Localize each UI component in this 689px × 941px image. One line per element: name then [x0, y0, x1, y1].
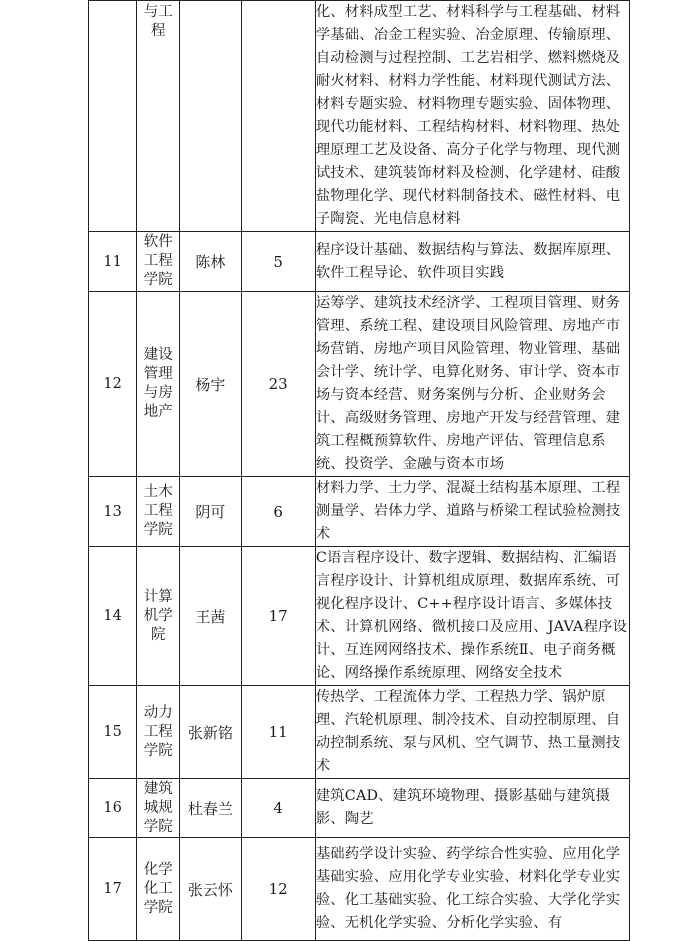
course-list: 建筑CAD、建筑环境物理、摄影基础与建筑摄影、陶艺	[315, 779, 629, 838]
row-number: 14	[89, 547, 137, 686]
row-number: 15	[89, 686, 137, 779]
college-name: 化学化工学院	[137, 838, 180, 941]
row-number: 16	[89, 779, 137, 838]
table-row	[89, 292, 630, 477]
table-row	[89, 477, 630, 547]
table-row	[89, 232, 630, 292]
contact-person: 阴可	[180, 477, 241, 547]
course-list: C语言程序设计、数字逻辑、数据结构、汇编语言程序设计、计算机组成原理、数据库系统、可视化程序设计、C++程序设计语言、多媒体技术、计算机网络、微机接口及应用、JAVA程序设计、互连网网络技术、操作系统Ⅱ、电子商务概论、网络操作系统原理、网络安全技术	[315, 547, 629, 686]
college-name: 与工程	[137, 1, 180, 232]
contact-person: 王茜	[180, 547, 241, 686]
course-count: 11	[241, 686, 315, 779]
table-row	[89, 686, 630, 779]
contact-person: 杨宇	[180, 292, 241, 477]
row-number: 11	[89, 232, 137, 292]
table-row	[89, 1, 630, 232]
course-count: 4	[241, 779, 315, 838]
row-number: 12	[89, 292, 137, 477]
course-list: 化、材料成型工艺、材料科学与工程基础、材料学基础、冶金工程实验、冶金原理、传输原理、自动检测与过程控制、工艺岩相学、燃料燃烧及耐火材料、材料力学性能、材料现代测试方法、材料专题实验、材料物理专题实验、固体物理、现代功能材料、工程结构材料、材料物理、热处理原理工艺及设备、高分子化学与物理、现代测试技术、建筑装饰材料及检测、化学建材、硅酸盐物理化学、现代材料制备技术、磁性材料、电子陶瓷、光电信息材料	[315, 1, 629, 232]
contact-person: 张新铭	[180, 686, 241, 779]
college-name: 计算机学院	[137, 547, 180, 686]
contact-person: 张云怀	[180, 838, 241, 941]
lab-course-table	[88, 0, 630, 941]
contact-person: 杜春兰	[180, 779, 241, 838]
course-list: 基础药学设计实验、药学综合性实验、应用化学基础实验、应用化学专业实验、材料化学专业实验、化工基础实验、化工综合实验、大学化学实验、无机化学实验、分析化学实验、有	[315, 838, 629, 941]
course-count: 23	[241, 292, 315, 477]
college-name: 建设管理与房地产	[137, 292, 180, 477]
college-name: 建筑城规学院	[137, 779, 180, 838]
table-row	[89, 547, 630, 686]
row-number: 17	[89, 838, 137, 941]
course-count	[241, 1, 315, 232]
college-name: 土木工程学院	[137, 477, 180, 547]
college-name: 动力工程学院	[137, 686, 180, 779]
course-list: 传热学、工程流体力学、工程热力学、锅炉原理、汽轮机原理、制冷技术、自动控制原理、自动控制系统、泵与风机、空气调节、热工量测技术	[315, 686, 629, 779]
course-list: 材料力学、土力学、混凝土结构基本原理、工程测量学、岩体力学、道路与桥梁工程试验检测技术	[315, 477, 629, 547]
contact-person	[180, 1, 241, 232]
course-count: 12	[241, 838, 315, 941]
contact-person: 陈林	[180, 232, 241, 292]
course-count: 17	[241, 547, 315, 686]
course-count: 5	[241, 232, 315, 292]
course-list: 运筹学、建筑技术经济学、工程项目管理、财务管理、系统工程、建设项目风险管理、房地产市场营销、房地产项目风险管理、物业管理、基础会计学、统计学、电算化财务、审计学、资本市场与资本经营、财务案例与分析、企业财务会计、高级财务管理、房地产开发与经营管理、建筑工程概预算软件、房地产评估、管理信息系统、投资学、金融与资本市场	[315, 292, 629, 477]
course-list: 程序设计基础、数据结构与算法、数据库原理、软件工程导论、软件项目实践	[315, 232, 629, 292]
row-number	[89, 1, 137, 232]
row-number: 13	[89, 477, 137, 547]
table-row	[89, 838, 630, 941]
college-name: 软件工程学院	[137, 232, 180, 292]
course-count: 6	[241, 477, 315, 547]
table-row	[89, 779, 630, 838]
